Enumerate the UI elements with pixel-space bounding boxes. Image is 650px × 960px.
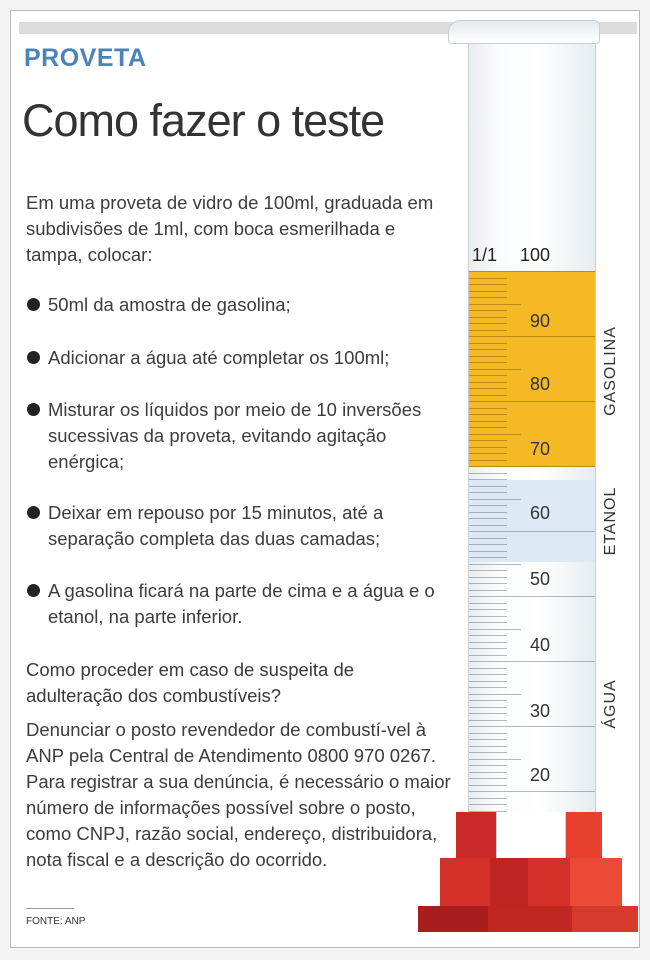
graduation-tick bbox=[469, 271, 595, 272]
bullet-icon bbox=[27, 584, 40, 597]
graduation-tick bbox=[469, 330, 507, 331]
intro-paragraph: Em uma proveta de vidro de 100ml, graduada em subdivisões de 1ml, com boca esmerilhada e tampa, colocar: bbox=[26, 192, 434, 265]
graduation-tick bbox=[469, 713, 507, 714]
graduation-tick bbox=[469, 544, 507, 545]
graduation-tick bbox=[469, 752, 507, 753]
graduation-tick bbox=[469, 388, 507, 389]
step-item bbox=[26, 578, 456, 630]
graduation-tick bbox=[469, 349, 507, 350]
graduation-tick bbox=[469, 707, 507, 708]
source-divider bbox=[26, 908, 74, 909]
graduation-tick bbox=[469, 486, 507, 487]
graduation-tick bbox=[469, 323, 507, 324]
base-block bbox=[570, 858, 622, 908]
graduation-tick bbox=[469, 557, 507, 558]
graduation-tick bbox=[469, 512, 507, 513]
graduation-tick bbox=[469, 583, 507, 584]
graduation-tick bbox=[469, 447, 507, 448]
graduation-tick bbox=[469, 668, 507, 669]
graduation-tick bbox=[469, 759, 521, 760]
graduation-tick bbox=[469, 538, 507, 539]
graduation-tick bbox=[469, 570, 507, 571]
scale-max-label: 100 bbox=[520, 245, 551, 265]
graduation-tick bbox=[469, 505, 507, 506]
graduation-tick bbox=[469, 492, 507, 493]
graduation-tick bbox=[469, 791, 595, 792]
base-block bbox=[490, 858, 528, 908]
gasoline-label: GASOLINA bbox=[602, 326, 619, 416]
cylinder-lip bbox=[448, 20, 600, 44]
graduation-tick bbox=[469, 596, 595, 597]
graduation-tick bbox=[469, 603, 507, 604]
step-item bbox=[26, 500, 456, 552]
graduation-tick bbox=[469, 590, 507, 591]
scale-mark-20: 20 bbox=[530, 765, 551, 785]
graduation-tick bbox=[469, 382, 507, 383]
graduation-tick bbox=[469, 531, 595, 532]
graduation-tick bbox=[469, 284, 507, 285]
scale-mark-50: 50 bbox=[530, 569, 551, 589]
graduation-tick bbox=[469, 362, 507, 363]
graduation-tick bbox=[469, 434, 521, 435]
graduation-tick bbox=[469, 700, 507, 701]
graduation-tick bbox=[469, 720, 507, 721]
graduation-tick bbox=[469, 772, 507, 773]
graduation-tick bbox=[469, 473, 507, 474]
base-block bbox=[418, 906, 488, 932]
graduation-tick bbox=[469, 746, 507, 747]
bullet-icon bbox=[27, 506, 40, 519]
graduation-tick bbox=[469, 401, 595, 402]
graduation-tick bbox=[469, 629, 521, 630]
graduation-tick bbox=[469, 414, 507, 415]
scale-mark-60: 60 bbox=[530, 503, 551, 523]
graduation-tick bbox=[469, 440, 507, 441]
graduation-tick bbox=[469, 297, 507, 298]
graduation-tick bbox=[469, 453, 507, 454]
scale-mark-80: 80 bbox=[530, 374, 551, 394]
graduation-tick bbox=[469, 739, 507, 740]
graduation-tick bbox=[469, 310, 507, 311]
answer-paragraph: Denunciar o posto revendedor de combustí-vel à ANP pela Central de Atendimento 0800 970 0267. Para registrar a sua denúncia, é necessário o maior número de informações possível sobre o posto, como CNPJ, razão social, endereço, distribuidora, nota fiscal e a descrição do ocorrido. bbox=[26, 719, 451, 870]
graduation-tick bbox=[469, 616, 507, 617]
graduation-tick bbox=[469, 765, 507, 766]
base-block bbox=[572, 906, 638, 932]
scale-ratio-label: 1/1 bbox=[472, 245, 498, 265]
graduation-tick bbox=[469, 681, 507, 682]
step-text: A gasolina ficará na parte de cima e a água e o etanol, na parte inferior. bbox=[48, 580, 435, 627]
base-block bbox=[456, 812, 496, 860]
graduation-tick bbox=[469, 375, 507, 376]
graduation-tick bbox=[469, 804, 507, 805]
graduation-tick bbox=[469, 369, 521, 370]
graduation-tick bbox=[469, 551, 507, 552]
scale-mark-30: 30 bbox=[530, 701, 551, 721]
bullet-icon bbox=[27, 351, 40, 364]
step-text: 50ml da amostra de gasolina; bbox=[48, 294, 291, 315]
graduation-tick bbox=[469, 733, 507, 734]
scale-mark-40: 40 bbox=[530, 635, 551, 655]
graduation-tick bbox=[469, 694, 521, 695]
graduation-tick bbox=[469, 408, 507, 409]
scale-mark-70: 70 bbox=[530, 439, 551, 459]
graduation-tick bbox=[469, 785, 507, 786]
graduation-tick bbox=[469, 460, 507, 461]
graduation-tick bbox=[469, 674, 507, 675]
graduation-tick bbox=[469, 356, 507, 357]
ethanol-label: ETANOL bbox=[602, 486, 619, 556]
page-title: Como fazer o teste bbox=[22, 95, 385, 146]
graduation-tick bbox=[469, 427, 507, 428]
graduation-tick bbox=[469, 577, 507, 578]
graduation-tick bbox=[469, 317, 507, 318]
graduation-tick bbox=[469, 609, 507, 610]
graduation-tick bbox=[469, 291, 507, 292]
graduation-tick bbox=[469, 479, 507, 480]
graduation-tick bbox=[469, 642, 507, 643]
graduation-tick bbox=[469, 525, 507, 526]
graduation-tick bbox=[469, 648, 507, 649]
graduation-tick bbox=[469, 421, 507, 422]
section-kicker: PROVETA bbox=[24, 44, 147, 72]
base-block bbox=[566, 812, 602, 860]
graduation-tick bbox=[469, 726, 595, 727]
bullet-icon bbox=[27, 403, 40, 416]
graduation-tick bbox=[469, 466, 595, 467]
question-heading: Como proceder em caso de suspeita de adulteração dos combustíveis? bbox=[26, 659, 355, 706]
graduation-tick bbox=[469, 278, 507, 279]
step-item bbox=[26, 345, 456, 371]
graduation-tick bbox=[469, 518, 507, 519]
scale-mark-90: 90 bbox=[530, 311, 551, 331]
graduation-tick bbox=[469, 687, 507, 688]
graduation-tick bbox=[469, 798, 507, 799]
graduation-tick bbox=[469, 635, 507, 636]
graduation-tick bbox=[469, 499, 521, 500]
cylinder-bottom-glass bbox=[496, 812, 566, 858]
step-text: Deixar em repouso por 15 minutos, até a separação completa das duas camadas; bbox=[48, 502, 384, 549]
bullet-icon bbox=[27, 298, 40, 311]
graduation-tick bbox=[469, 564, 521, 565]
step-text: Misturar os líquidos por meio de 10 inversões sucessivas da proveta, evitando agitação enérgica; bbox=[48, 399, 422, 472]
graduation-tick bbox=[469, 304, 521, 305]
graduation-tick bbox=[469, 622, 507, 623]
step-text: Adicionar a água até completar os 100ml; bbox=[48, 347, 390, 368]
graduation-tick bbox=[469, 395, 507, 396]
step-item bbox=[26, 292, 456, 318]
graduation-tick bbox=[469, 661, 595, 662]
graduation-tick bbox=[469, 655, 507, 656]
graduation-tick bbox=[469, 336, 595, 337]
graduation-tick bbox=[469, 778, 507, 779]
source-credit: FONTE: ANP bbox=[26, 916, 86, 927]
step-item bbox=[26, 397, 456, 475]
water-label: ÁGUA bbox=[602, 679, 619, 729]
graduation-tick bbox=[469, 343, 507, 344]
